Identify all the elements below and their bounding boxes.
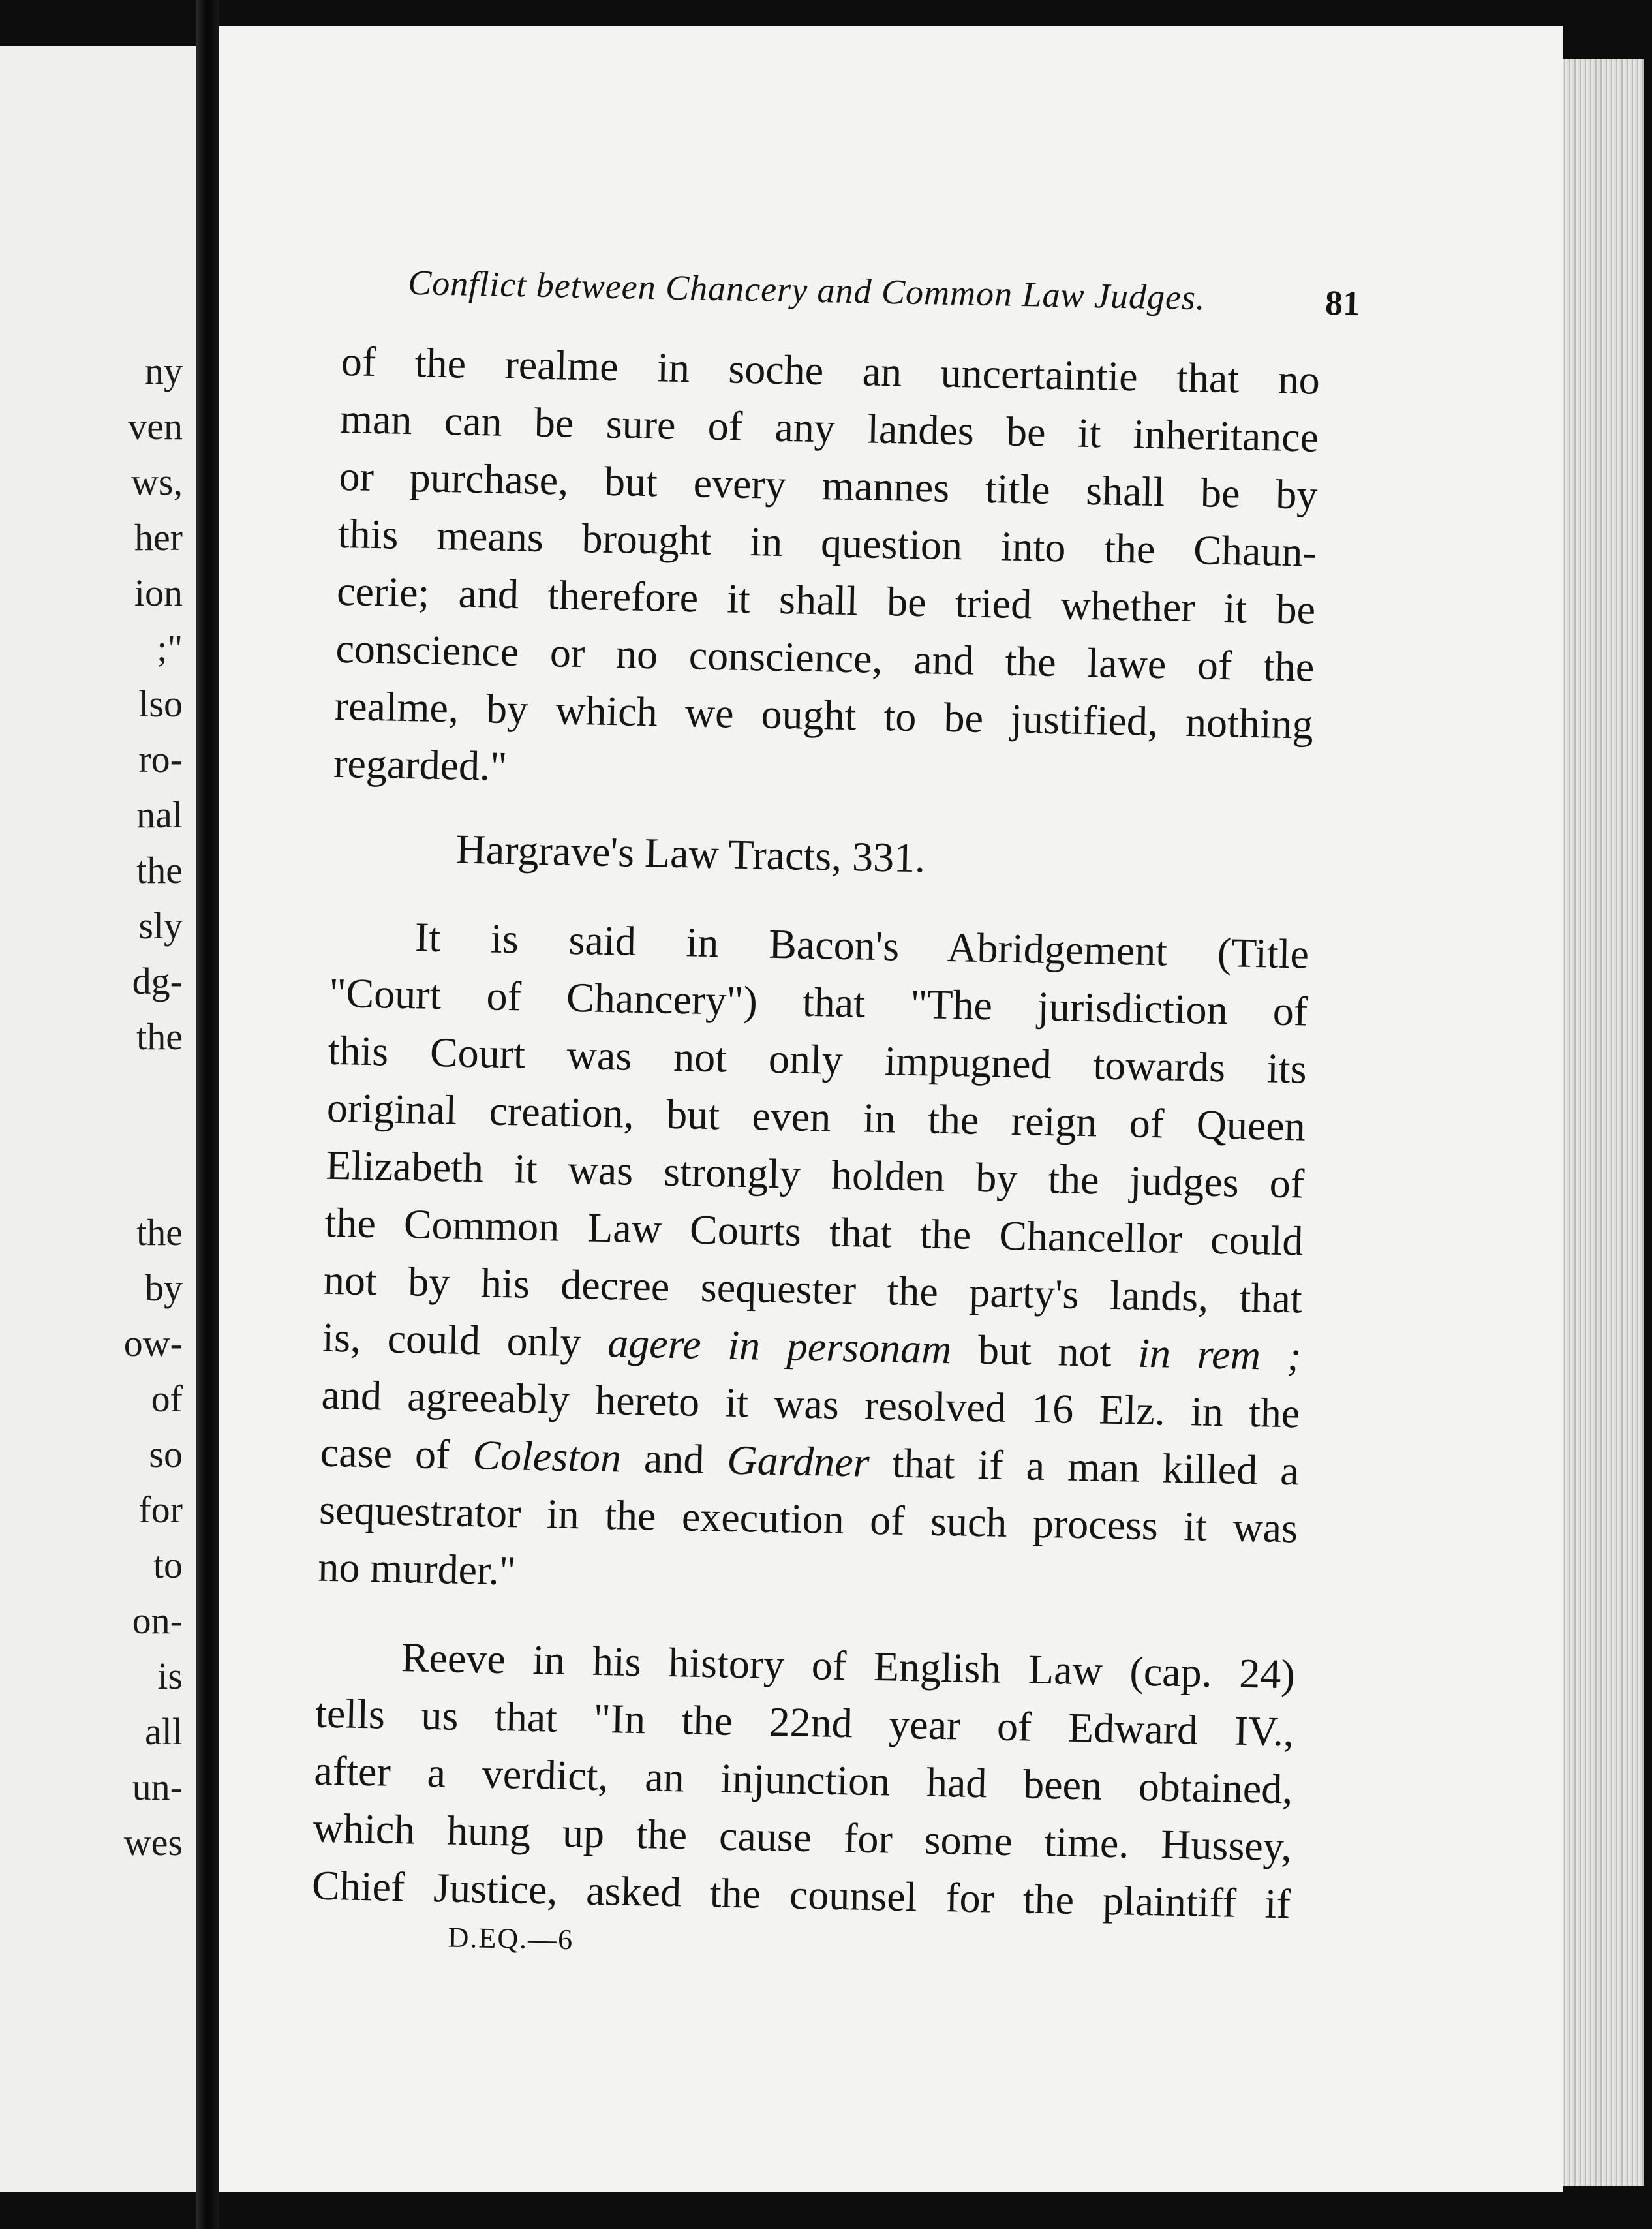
left-page-fragment: ws, — [131, 461, 183, 503]
text-line: Elizabeth it was strongly holden by the judges of — [325, 1141, 1305, 1207]
text-line: this means brought in question into the Chaun- — [337, 510, 1317, 576]
text-line: tells us that "In the 22nd year of Edward IV., — [314, 1689, 1294, 1755]
left-facing-page — [0, 46, 196, 2192]
running-head: Conflict between Chancery and Common Law Judges. — [407, 262, 1206, 318]
left-page-fragment: the — [136, 1211, 183, 1253]
left-page-fragment: the — [136, 849, 183, 891]
text-line: and agreeably hereto it was resolved 16 Elz. in the — [320, 1371, 1301, 1437]
left-page-fragment: ;" — [157, 627, 183, 669]
left-page-fragment: for — [138, 1488, 183, 1531]
text-line: cerie; and therefore it shall be tried whether it be — [336, 567, 1316, 633]
left-page-fragment: sly — [138, 904, 183, 947]
left-page-fragment: is — [157, 1655, 183, 1697]
text-line: after a verdict, an injunction had been obtained, — [313, 1747, 1293, 1813]
left-page-fragment: wes — [123, 1821, 183, 1864]
text-line: the Common Law Courts that the Chancellor could — [324, 1199, 1304, 1265]
text-line: of the realme in soche an uncertaintie that no — [341, 337, 1321, 403]
left-page-fragment: ven — [128, 405, 183, 448]
paragraph-bacon — [318, 907, 1309, 1615]
text-run: is, could only — [322, 1314, 608, 1366]
left-page-fragment: all — [145, 1710, 183, 1753]
text-line: regarded." — [333, 739, 508, 790]
printer-signature: D.EQ.—6 — [448, 1921, 574, 1956]
text-line: not by his decree sequester the party's lands, that — [323, 1256, 1303, 1322]
left-page-fragment: on- — [132, 1599, 183, 1642]
case-name: Coleston — [472, 1432, 622, 1481]
left-page-fragment: by — [145, 1267, 183, 1309]
text-line: "Court of Chancery") that "The jurisdiction of — [328, 969, 1308, 1035]
left-page-fragment: of — [151, 1377, 183, 1420]
paragraph-reeve — [311, 1627, 1295, 1933]
left-page-fragment: dg- — [132, 960, 183, 1002]
text-line: no murder." — [317, 1543, 517, 1594]
left-page-fragment: nal — [136, 793, 183, 836]
left-page-fragment: to — [153, 1544, 183, 1586]
text-run: case of — [320, 1428, 474, 1479]
page-number: 81 — [1324, 283, 1361, 323]
left-page-fragment: lso — [138, 683, 183, 725]
text-line: this Court was not only impugned towards its — [328, 1026, 1308, 1092]
right-page — [219, 26, 1563, 2192]
left-page-fragment: un- — [132, 1766, 183, 1808]
left-page-fragment: ny — [145, 350, 183, 392]
text-line: original creation, but even in the reign of Queen — [326, 1084, 1306, 1150]
citation: Hargrave's Law Tracts, 331. — [455, 825, 926, 882]
latin-term: in rem ; — [1137, 1329, 1302, 1379]
left-page-fragment: her — [134, 516, 183, 559]
text-line: which hung up the cause for some time. Hussey, — [313, 1804, 1293, 1870]
text-run: and — [620, 1434, 728, 1483]
text-line: conscience or no conscience, and the lawe of the — [335, 624, 1315, 690]
left-page-fragment: ow- — [123, 1322, 183, 1364]
text-line: Chief Justice, asked the counsel for the plaintiff if — [311, 1862, 1291, 1928]
text-line: sequestrator in the execution of such process it was — [318, 1486, 1298, 1552]
text-line: realme, by which we ought to be justified, nothing — [334, 682, 1314, 748]
text-line: man can be sure of any landes be it inheritance — [339, 395, 1319, 461]
text-line: It is said in Bacon's Abridgement (Title — [414, 914, 1309, 977]
paragraph-quote-continuation — [333, 333, 1320, 811]
left-page-fragment: ro- — [138, 738, 183, 780]
book-gutter — [196, 0, 219, 2229]
case-name: Gardner — [726, 1436, 870, 1486]
latin-term: agere in personam — [607, 1319, 953, 1373]
text-line: Reeve in his history of English Law (cap. 24) — [401, 1634, 1296, 1698]
left-page-fragment: ion — [134, 572, 183, 614]
page-content — [311, 261, 1361, 1970]
left-page-fragment: so — [149, 1433, 183, 1475]
text-line: or purchase, but every mannes title shall be by — [338, 452, 1319, 518]
text-run: but not — [951, 1326, 1139, 1376]
left-page-fragment: the — [136, 1015, 183, 1058]
text-run: that if a man killed a — [868, 1439, 1300, 1494]
